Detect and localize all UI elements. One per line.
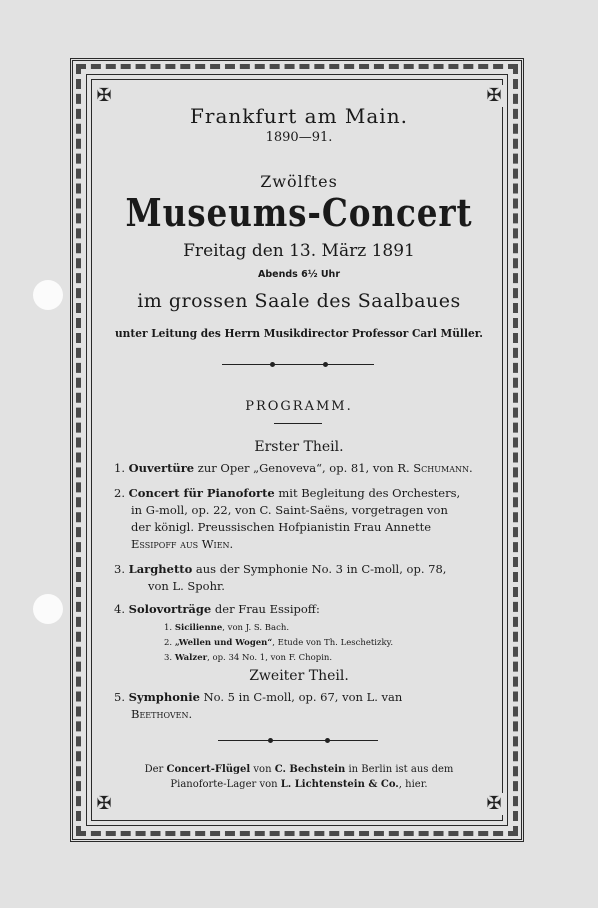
work-title: Solovorträge <box>128 602 212 616</box>
sub-detail: , von J. S. Bach. <box>222 623 290 633</box>
sub-work: Walzer <box>174 653 208 663</box>
work-detail-line: in G-moll, op. 22, von C. Saint-Saëns, vorgetragen von <box>131 503 448 517</box>
work-title: Ouvertüre <box>128 461 195 475</box>
punch-hole <box>33 594 63 624</box>
concert-ordinal: Zwölftes <box>260 172 338 191</box>
concert-title: Museums-Concert <box>125 190 473 235</box>
sub-item-2 <box>164 638 393 648</box>
programme-heading: PROGRAMM. <box>245 399 353 414</box>
sub-work: „Wellen und Wogen“ <box>174 638 273 648</box>
item-number: 5. <box>114 690 125 704</box>
work-title: Concert für Pianoforte <box>128 486 275 500</box>
work-title: Larghetto <box>128 562 193 576</box>
work-detail: mit Begleitung des Orchesters, <box>274 486 461 500</box>
rule-dot <box>325 738 330 743</box>
footer-note-line-2 <box>93 779 505 790</box>
concert-date: Freitag den 13. März 1891 <box>183 241 415 261</box>
sub-item-3 <box>164 653 332 663</box>
ornamental-rule <box>222 364 374 365</box>
rule-dot <box>323 362 328 367</box>
part-two-heading: Zweiter Theil. <box>249 668 349 684</box>
footer-note-line-1 <box>93 764 505 775</box>
work-detail-line: der königl. Preussischen Hofpianistin Frau Annette <box>131 520 432 534</box>
item-number: 4. <box>114 602 125 616</box>
sub-detail: , Etude von Th. Leschetizky. <box>272 638 394 648</box>
sub-number: 1. <box>164 623 173 633</box>
composer: R. Schumann. <box>397 461 473 475</box>
sub-work: Sicilienne <box>174 623 223 633</box>
programme-item-1 <box>114 460 473 476</box>
footer-text: , hier. <box>398 779 428 790</box>
item-number: 2. <box>114 486 125 500</box>
footer-bold: C. Bechstein <box>274 764 346 775</box>
punch-hole <box>33 280 63 310</box>
part-one-heading: Erster Theil. <box>254 439 344 455</box>
work-detail: der Frau Essipoff: <box>211 602 320 616</box>
footer-text: von <box>250 764 275 775</box>
sub-detail: , op. 34 No. 1, von F. Chopin. <box>207 653 333 663</box>
corner-ornament-icon: ✠ <box>483 793 505 815</box>
footer-text: Der <box>144 764 167 775</box>
footer-bold: L. Lichtenstein & Co. <box>280 779 399 790</box>
sub-number: 3. <box>164 653 173 663</box>
programme-item-2 <box>114 485 460 501</box>
footer-bold: Concert-Flügel <box>166 764 251 775</box>
item-number: 3. <box>114 562 125 576</box>
work-title: Symphonie <box>128 690 200 704</box>
footer-text: in Berlin ist aus dem <box>345 764 454 775</box>
work-detail: No. 5 in C-moll, op. 67, von L. van <box>199 690 403 704</box>
work-detail-line: von L. Spohr. <box>148 579 225 593</box>
work-detail: zur Oper „Genoveva“, op. 81, von <box>194 461 398 475</box>
sub-item-1 <box>164 623 289 633</box>
work-detail-line: Beethoven. <box>131 707 193 721</box>
sub-number: 2. <box>164 638 173 648</box>
concert-time: Abends 6½ Uhr <box>257 269 341 280</box>
corner-ornament-icon: ✠ <box>93 85 115 107</box>
season-label: 1890—91. <box>265 130 333 145</box>
corner-ornament-icon: ✠ <box>483 85 505 107</box>
item-number: 1. <box>114 461 125 475</box>
city-heading: Frankfurt am Main. <box>190 104 408 128</box>
rule-dot <box>270 362 275 367</box>
programme-item-5 <box>114 689 402 705</box>
rule-dot <box>268 738 273 743</box>
ornamental-rule <box>218 740 378 741</box>
work-detail-line: Essipoff aus Wien. <box>131 537 234 551</box>
venue-line: im grossen Saale des Saalbaues <box>137 290 461 312</box>
conductor-line: unter Leitung des Herrn Musikdirector Professor Carl Müller. <box>114 326 483 340</box>
short-rule <box>274 423 322 424</box>
programme-item-4 <box>114 601 320 617</box>
corner-ornament-icon: ✠ <box>93 793 115 815</box>
footer-text: Pianoforte-Lager von <box>170 779 281 790</box>
programme-item-3 <box>114 561 446 577</box>
work-detail: aus der Symphonie No. 3 in C-moll, op. 78, <box>192 562 447 576</box>
